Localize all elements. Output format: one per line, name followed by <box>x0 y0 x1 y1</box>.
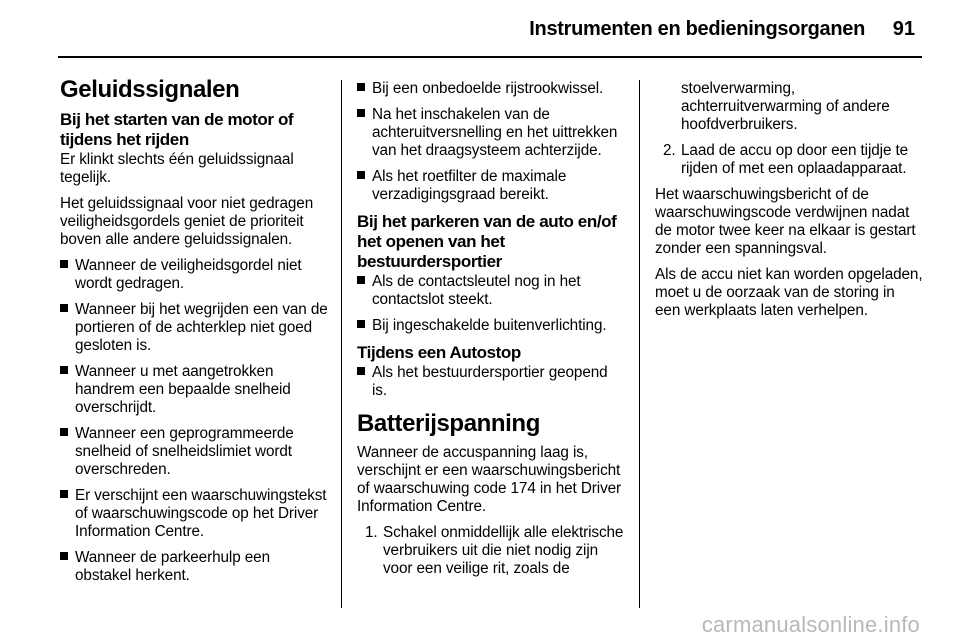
list-item: Als het roetfilter de maximale verzadigingsgraad bereikt. <box>357 168 625 204</box>
page-number: 91 <box>892 18 915 40</box>
bullet-icon <box>60 260 68 268</box>
list-item: Als het bestuurdersportier geopend is. <box>357 364 625 400</box>
paragraph: Het geluidssignaal voor niet gedragen veiligheidsgordels geniet de prioriteit boven alle andere geluidssignalen. <box>60 195 314 248</box>
list-item: Wanneer u met aangetrokken handrem een bepaalde snelheid overschrijdt. <box>60 363 328 417</box>
numbered-list <box>655 142 923 178</box>
list-item: Bij een onbedoelde rijstrookwissel. <box>357 80 625 98</box>
watermark: carmanualsonline.info <box>701 612 920 637</box>
bullet-icon <box>60 428 68 436</box>
bullet-list <box>357 273 625 335</box>
subheading-parkeren: Bij het parkeren van de auto en/of het openen van het bestuurdersportier <box>357 212 617 271</box>
list-item: Er verschijnt een waarschuwingstekst of waarschuwingscode op het Driver Information Centre. <box>60 487 328 541</box>
bullet-icon <box>60 490 68 498</box>
column-divider-1 <box>341 80 342 608</box>
bullet-icon <box>357 276 365 284</box>
step-number: 2. <box>663 142 676 159</box>
bullet-list <box>357 80 625 204</box>
list-item: Wanneer een geprogrammeerde snelheid of snelheidslimiet wordt overschreden. <box>60 425 328 479</box>
bullet-icon <box>60 304 68 312</box>
column-divider-2 <box>639 80 640 608</box>
bullet-icon <box>357 109 365 117</box>
header-title: Instrumenten en bedieningsorganen <box>529 18 865 40</box>
column-1 <box>60 70 328 593</box>
column-3 <box>655 80 923 328</box>
list-item: 1. Schakel onmiddellijk alle elektrische verbruikers uit die niet nodig zijn voor een veilige rit, zoals de <box>365 524 624 577</box>
paragraph: Wanneer de accuspanning laag is, verschijnt er een waarschuwingsbericht of waarschuwing code 174 in het Driver Information Centre. <box>357 444 622 515</box>
list-item: Wanneer de veiligheidsgordel niet wordt gedragen. <box>60 257 328 293</box>
column-2 <box>357 80 625 586</box>
list-item: Wanneer de parkeerhulp een obstakel herkent. <box>60 549 328 585</box>
bullet-icon <box>357 83 365 91</box>
list-item: 2. Laad de accu op door een tijdje te rijden of met een oplaadapparaat. <box>663 142 909 177</box>
list-item: Als de contactsleutel nog in het contactslot steekt. <box>357 273 625 309</box>
list-item: Wanneer bij het wegrijden een van de portieren of de achterklep niet goed gesloten is. <box>60 301 328 355</box>
bullet-icon <box>60 366 68 374</box>
bullet-list <box>357 364 625 400</box>
bullet-list <box>60 257 328 585</box>
paragraph: Er klinkt slechts één geluidssignaal tegelijk. <box>60 151 294 186</box>
paragraph: Als de accu niet kan worden opgeladen, moet u de oorzaak van de storing in een werkplaats laten verhelpen. <box>655 266 923 319</box>
bullet-icon <box>60 552 68 560</box>
paragraph: Het waarschuwingsbericht of de waarschuwingscode verdwijnen nadat de motor twee keer na elkaar is gestart zonder een spanningsval. <box>655 186 916 257</box>
subheading-autostop: Tijdens een Autostop <box>357 343 521 362</box>
step-number: 1. <box>365 524 378 541</box>
list-item: Bij ingeschakelde buitenverlichting. <box>357 317 625 335</box>
section-heading-geluidssignalen: Geluidssignalen <box>60 76 240 103</box>
list-item-continuation: stoelverwarming, achterruitverwarming of andere hoofdverbruikers. <box>681 80 890 133</box>
bullet-icon <box>357 367 365 375</box>
header-rule <box>58 56 922 58</box>
bullet-icon <box>357 171 365 179</box>
section-heading-batterijspanning: Batterijspanning <box>357 410 540 437</box>
subheading-starten: Bij het starten van de motor of tijdens het rijden <box>60 110 294 149</box>
list-item: Na het inschakelen van de achteruitversnelling en het uittrekken van het draagsysteem achterzijde. <box>357 106 625 160</box>
bullet-icon <box>357 320 365 328</box>
numbered-list <box>357 524 625 578</box>
